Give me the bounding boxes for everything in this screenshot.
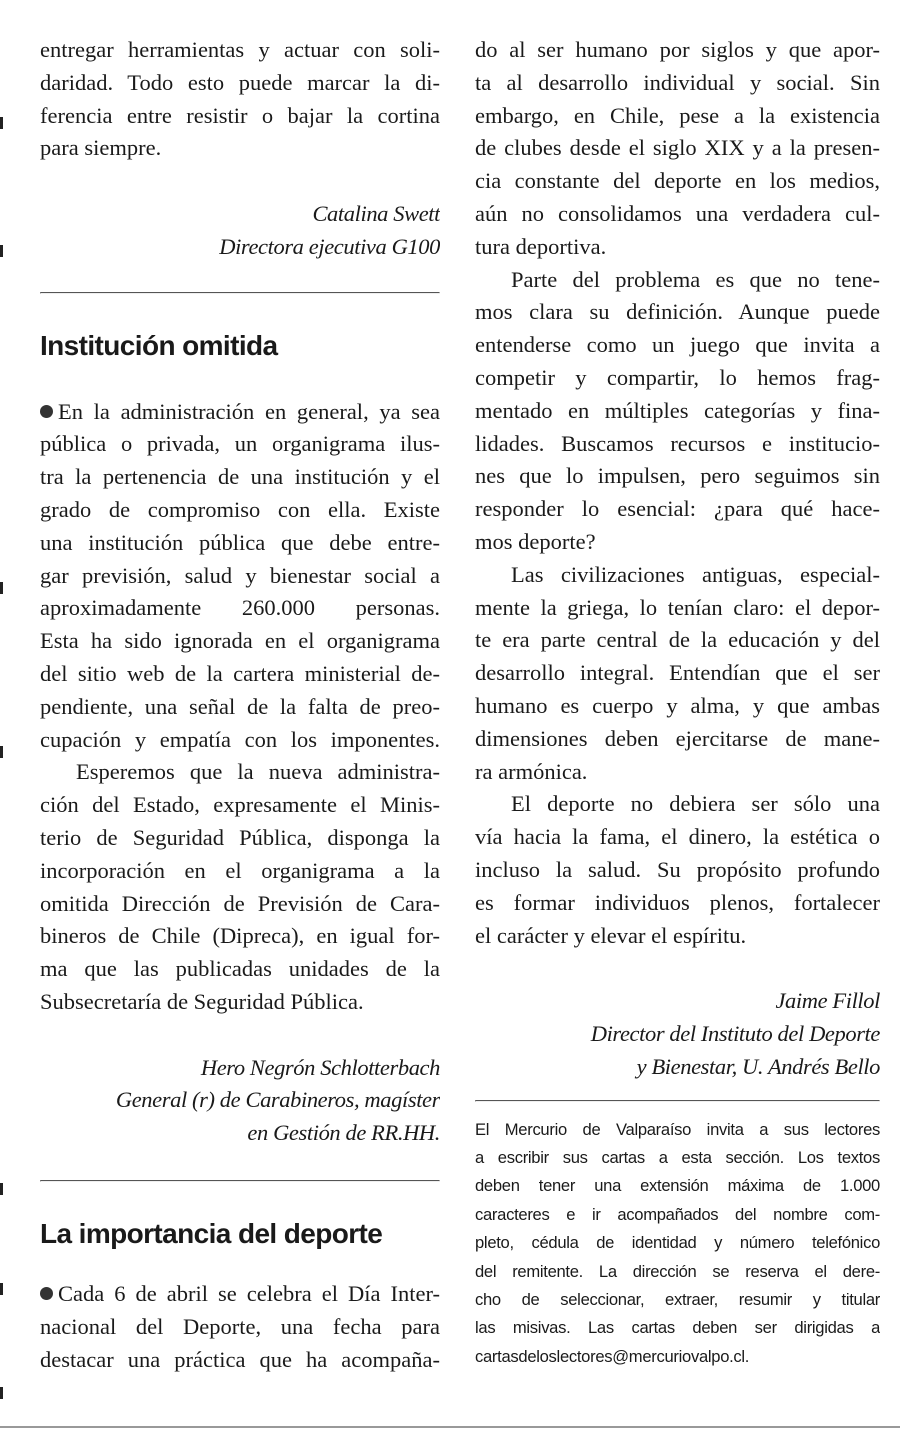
text-line: pública o privada, un organigrama ilus- xyxy=(40,431,440,457)
signature-role: General (r) de Carabineros, magíster xyxy=(115,1087,440,1113)
text-line: del sitio web de la cartera ministerial de- xyxy=(40,660,440,686)
text-line: Subsecretaría de Seguridad Pública. xyxy=(40,988,364,1014)
edge-mark xyxy=(0,582,3,594)
bullet-icon xyxy=(40,1287,53,1300)
text-line: ción del Estado, expresamente el Minis- xyxy=(40,792,440,818)
text-line: para siempre. xyxy=(40,135,162,161)
signature-role: y Bienestar, U. Andrés Bello xyxy=(636,1053,880,1079)
text-line: una institución pública que debe entre- xyxy=(40,529,440,555)
text-line: El deporte no debiera ser sólo una xyxy=(511,791,880,817)
edge-mark xyxy=(0,1283,3,1295)
text-line: humano es cuerpo y alma, y que ambas xyxy=(475,692,880,718)
edge-mark xyxy=(0,746,3,758)
text-line: Parte del problema es que no tene- xyxy=(511,266,880,292)
text-line: incorporación en el organigrama a la xyxy=(40,857,440,883)
edge-mark xyxy=(0,1183,3,1195)
text-line: mos deporte? xyxy=(475,528,596,554)
text-line: mente la griega, lo tenían claro: el depor- xyxy=(475,594,880,620)
text-line: ta al desarrollo individual y social. Sin xyxy=(475,69,880,95)
text-line: Cada 6 de abril se celebra el Día Inter- xyxy=(40,1278,440,1311)
text-line: omitida Dirección de Previsión de Cara- xyxy=(40,890,440,916)
text-line: competir y compartir, lo hemos frag- xyxy=(475,364,880,390)
text-line: gar previsión, salud y bienestar social a xyxy=(40,562,440,588)
text-line: mentado en múltiples categorías y fina- xyxy=(475,397,880,423)
text-line: de clubes desde el siglo XIX y a la presen- xyxy=(475,135,880,161)
edge-mark xyxy=(0,117,3,129)
signature-author: Catalina Swett xyxy=(312,200,440,226)
submission-info-box xyxy=(475,1116,880,1372)
text-line: embargo, en Chile, pese a la existencia xyxy=(475,102,880,128)
text-line: tura deportiva. xyxy=(475,233,607,259)
text-line: cia constante del deporte en los medios, xyxy=(475,168,880,194)
text-line: Esta ha sido ignorada en el organigrama xyxy=(40,628,440,654)
text-line: desarrollo integral. Entendían que el ser xyxy=(475,660,880,686)
text-line: destacar una práctica que ha acompaña- xyxy=(40,1346,440,1372)
signature-role: Directora ejecutiva G100 xyxy=(219,233,440,259)
text-line: pendiente, una señal de la falta de preo- xyxy=(40,693,440,719)
info-line: deben tener una extensión máxima de 1.000 xyxy=(475,1176,880,1196)
info-line: del remitente. La dirección se reserva el dere- xyxy=(475,1261,880,1281)
text-line: dimensiones deben ejercitarse de mane- xyxy=(475,725,880,751)
text-line: ferencia entre resistir o bajar la cortina xyxy=(40,102,440,128)
text-line: ra armónica. xyxy=(475,758,588,784)
text-line: grado de compromiso con ella. Existe xyxy=(40,496,440,522)
edge-mark xyxy=(0,245,3,257)
text-line: cupación y empatía con los imponentes. xyxy=(40,726,440,752)
letter3-continued xyxy=(475,34,880,1084)
signature-role: en Gestión de RR.HH. xyxy=(247,1120,440,1146)
letter-title: La importancia del deporte xyxy=(40,1217,383,1249)
info-line: a escribir sus cartas a esta sección. Los textos xyxy=(475,1147,880,1167)
letter1-end xyxy=(40,34,440,264)
email-address: cartasdeloslectores@mercuriovalpo.cl. xyxy=(475,1346,750,1366)
edge-mark xyxy=(0,1387,3,1399)
letter2 xyxy=(40,328,440,1150)
info-line: El Mercurio de Valparaíso invita a sus lectores xyxy=(475,1119,880,1139)
info-line: caracteres e ir acompañados del nombre com- xyxy=(475,1204,880,1224)
text-line: nacional del Deporte, una fecha para xyxy=(40,1313,440,1339)
left-column xyxy=(40,34,440,1376)
text-line: te era parte central de la educación y del xyxy=(475,627,880,653)
info-line: las misivas. Las cartas deben ser dirigidas a xyxy=(475,1318,880,1338)
text-line: En la administración en general, ya sea xyxy=(40,396,440,429)
text-line: Las civilizaciones antiguas, especial- xyxy=(511,561,880,587)
text-line: terio de Seguridad Pública, disponga la xyxy=(40,824,440,850)
text-line: mos clara su definición. Aunque puede xyxy=(475,299,880,325)
text-line: Esperemos que la nueva administra- xyxy=(76,759,440,785)
signature-role: Director del Instituto del Deporte xyxy=(590,1020,880,1046)
text-line: entregar herramientas y actuar con soli- xyxy=(40,37,440,62)
text-line: aún no consolidamos una verdadera cul- xyxy=(475,200,880,226)
letter-title: Institución omitida xyxy=(40,329,278,361)
text-line: aproximadamente 260.000 personas. xyxy=(40,595,440,621)
text-line: incluso la salud. Su propósito profundo xyxy=(475,856,880,882)
letter3-start xyxy=(40,1216,440,1376)
text-line: tra la pertenencia de una institución y el xyxy=(40,464,440,490)
page-bottom-rule xyxy=(0,1426,900,1428)
text-line: entenderse como un juego que invita a xyxy=(475,332,880,358)
text-line: responder lo esencial: ¿para qué hace- xyxy=(475,496,880,522)
signature-author: Jaime Fillol xyxy=(775,988,880,1014)
text-line: nes que lo impulsen, pero seguimos sin xyxy=(475,463,880,489)
text-line: do al ser humano por siglos y que apor- xyxy=(475,37,880,62)
text-line: lidades. Buscamos recursos e institucio- xyxy=(475,430,880,456)
info-line: cho de seleccionar, extraer, resumir y titular xyxy=(475,1289,880,1309)
text-line: ma que las publicadas unidades de la xyxy=(40,956,440,982)
text-line: vía hacia la fama, el dinero, la estética o xyxy=(475,824,880,850)
info-line: pleto, cédula de identidad y número telefónico xyxy=(475,1233,880,1253)
text-line: bineros de Chile (Dipreca), en igual for- xyxy=(40,923,440,949)
bullet-icon xyxy=(40,405,53,418)
text-line: daridad. Todo esto puede marcar la di- xyxy=(40,69,440,95)
right-column xyxy=(475,34,880,1371)
text-line: es formar individuos plenos, fortalecer xyxy=(475,889,880,915)
text-line: el carácter y elevar el espíritu. xyxy=(475,922,747,948)
signature-author: Hero Negrón Schlotterbach xyxy=(200,1054,440,1080)
